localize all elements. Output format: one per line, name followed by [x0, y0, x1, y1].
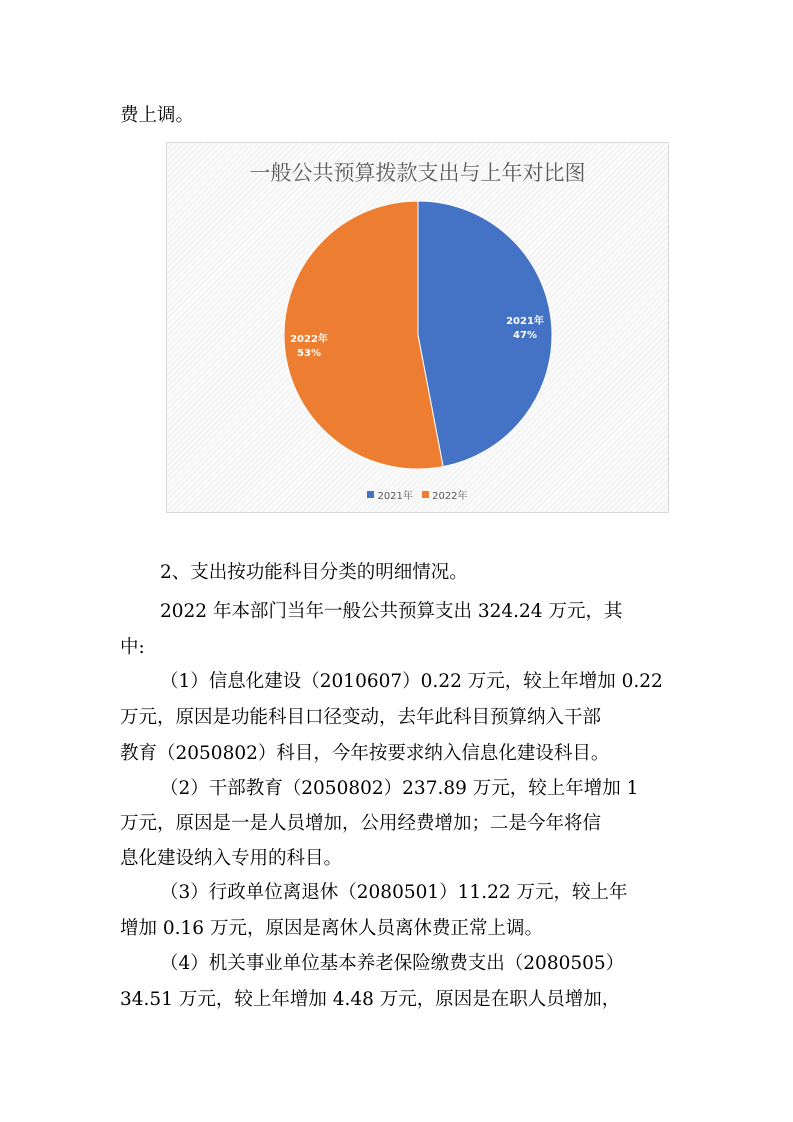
slice-label-2021 [495, 315, 555, 343]
paragraph-line: 增加 0.16 万元，原因是离休人员离休费正常上调。 [120, 918, 543, 939]
legend-swatch [422, 491, 429, 498]
paragraph-line: 教育（2050802）科目，今年按要求纳入信息化建设科目。 [120, 743, 610, 764]
paragraph-continuation: 费上调。 [120, 105, 195, 126]
slice-value-label: 47% [513, 330, 537, 341]
paragraph-line: （1）信息化建设（2010607）0.22 万元，较上年增加 0.22 [160, 671, 663, 692]
paragraph-line: 34.51 万元，较上年增加 4.48 万元，原因是在职人员增加， [120, 989, 621, 1010]
pie-chart [166, 142, 669, 513]
slice-label-2022 [279, 333, 339, 361]
legend-item-2021 [367, 487, 412, 502]
slice-category-label: 2021年 [506, 316, 544, 327]
paragraph-line: 2022 年本部门当年一般公共预算支出 324.24 万元，其 [160, 601, 623, 622]
legend-label: 2021年 [377, 491, 413, 502]
legend-item-2022 [422, 487, 467, 502]
legend-swatch [367, 491, 374, 498]
slice-value-label: 53% [297, 348, 321, 359]
pie-svg [167, 143, 668, 512]
paragraph-line: （2）干部教育（2050802）237.89 万元，较上年增加 1 [160, 778, 639, 799]
slice-category-label: 2022年 [290, 334, 328, 345]
legend-label: 2022年 [432, 491, 468, 502]
paragraph-line: 万元，原因是一是人员增加，公用经费增加；二是今年将信 [120, 813, 602, 834]
section-heading: 2、支出按功能科目分类的明细情况。 [160, 562, 468, 583]
chart-title: 一般公共预算拨款支出与上年对比图 [249, 161, 586, 185]
chart-legend [167, 487, 668, 502]
paragraph-line: （3）行政单位离退休（2080501）11.22 万元，较上年 [160, 882, 628, 903]
paragraph-line: （4）机关事业单位基本养老保险缴费支出（2080505） [160, 953, 625, 974]
paragraph-line: 中: [120, 637, 145, 658]
paragraph-line: 万元，原因是功能科目口径变动，去年此科目预算纳入干部 [120, 707, 602, 728]
paragraph-line: 息化建设纳入专用的科目。 [120, 848, 343, 869]
